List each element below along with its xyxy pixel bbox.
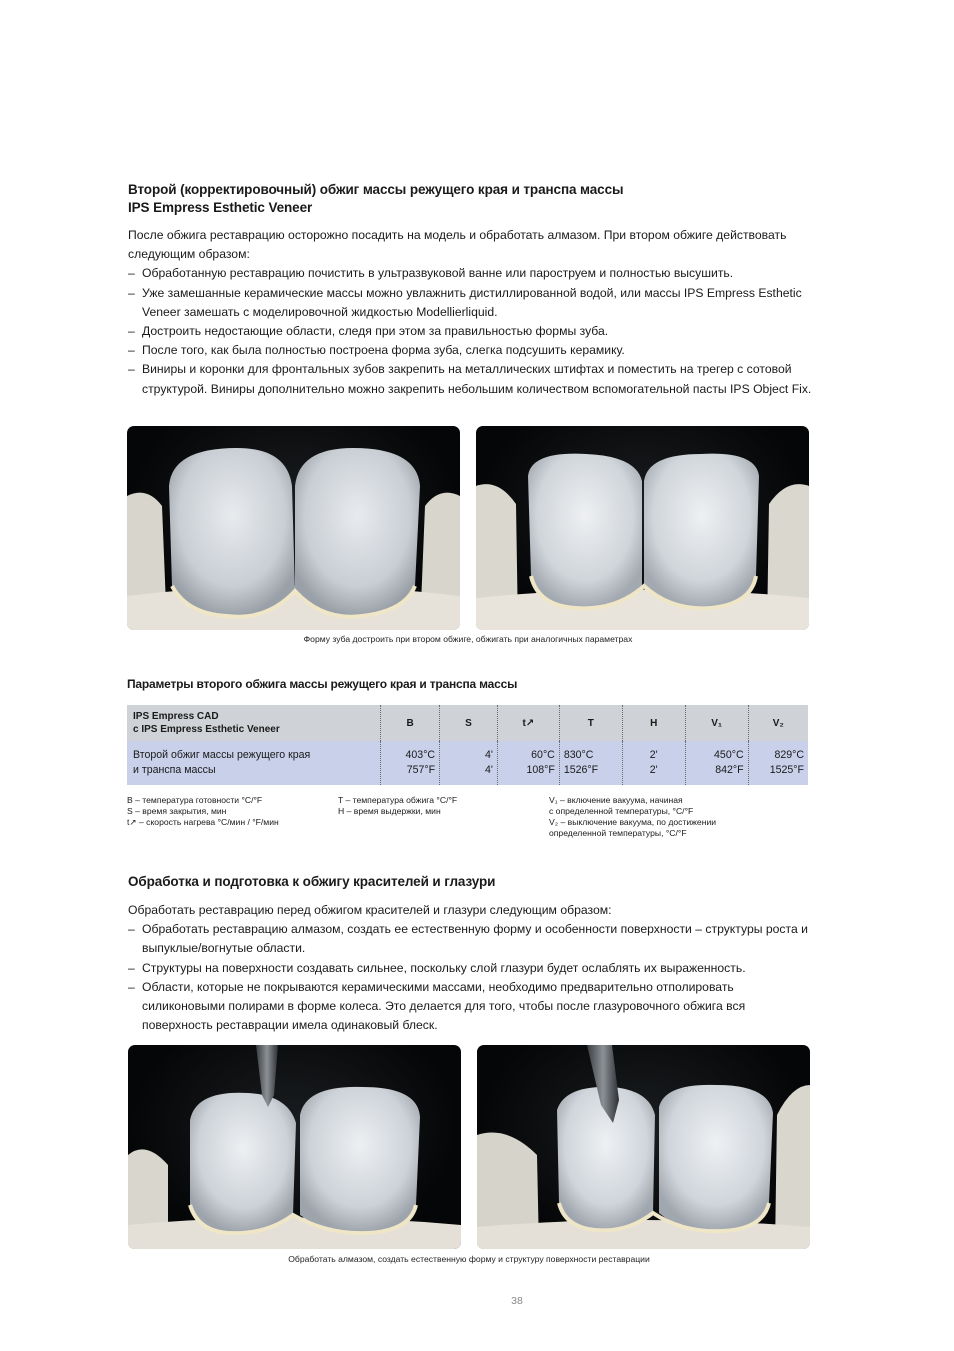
list-item: – Уже замешанные керамические массы можно увлажнить дистиллированной водой, или массы IPS Empress Esthetic Veneer замешать с моделировочной жидкостью Modellierliquid. [128, 284, 818, 322]
row-label-line1: Второй обжиг массы режущего края [133, 749, 311, 761]
table-header-cell: V₁ [685, 705, 748, 741]
header-product-line1: IPS Empress CAD [133, 711, 219, 722]
table-cell [622, 741, 685, 785]
table-header-cell: t↗ [497, 705, 559, 741]
teeth-photo-4 [477, 1045, 810, 1249]
list-item: – Обработанную реставрацию почистить в ультразвуковой ванне или пароструем и полностью высушить. [128, 264, 818, 283]
table-header-first [127, 705, 381, 741]
list-item: – После того, как была полностью построена форма зуба, слегка подсушить керамику. [128, 341, 818, 360]
value-f: 1525°F [769, 764, 804, 776]
table-cell [685, 741, 748, 785]
value-f: 4' [485, 764, 493, 776]
value-f: 842°F [715, 764, 744, 776]
list-item: – Структуры на поверхности создавать сильнее, поскольку слой глазури будет ослаблять их выраженность. [128, 959, 818, 978]
table-header-cell: B [381, 705, 440, 741]
section2-bullet-list [128, 920, 818, 1035]
photo-caption-1: Форму зуба достроить при втором обжиге, обжигать при аналогичных параметрах [303, 634, 633, 644]
legend-item: V₁ – включение вакуума, начиная [549, 795, 683, 805]
section1-text [128, 226, 818, 399]
teeth-photo-3 [128, 1045, 461, 1249]
value-f: 757°F [406, 764, 436, 776]
table-cell [440, 741, 498, 785]
legend-col-3 [549, 795, 789, 839]
section1-title-line2: IPS Empress Esthetic Veneer [128, 200, 313, 215]
table-header-row [127, 705, 808, 741]
value-f: 1526°F [563, 764, 599, 776]
table-cell [497, 741, 559, 785]
table-cell [381, 741, 440, 785]
legend-item: H – время выдержки, мин [338, 806, 441, 816]
legend-item: V₂ – выключение вакуума, по достижении [549, 817, 717, 827]
legend-item: определенной температуры, °C/°F [549, 828, 687, 838]
header-product-line2: с IPS Empress Esthetic Veneer [133, 724, 280, 735]
params-title: Параметры второго обжига массы режущего края и транспа массы [127, 677, 518, 691]
value-c: 60°C [531, 749, 555, 761]
params-table [127, 705, 808, 785]
table-row [127, 741, 808, 785]
page-number: 38 [511, 1295, 523, 1307]
table-header-cell: H [622, 705, 685, 741]
section2-text [128, 901, 818, 1035]
section2-title: Обработка и подготовка к обжигу красителей и глазури [128, 874, 496, 889]
list-item: – Достроить недостающие области, следя при этом за правильностью формы зуба. [128, 322, 818, 341]
teeth-photo-2 [476, 426, 809, 630]
legend-col-1 [127, 795, 337, 828]
list-item: – Виниры и коронки для фронтальных зубов закрепить на металлических штифтах и поместить на трегер с сотовой структурой. Виниры дополнительно можно закрепить небольшим количеством вспомогательной пасты IPS Object Fix. [128, 360, 818, 398]
legend-item: с определенной температуры, °C/°F [549, 806, 694, 816]
value-c: 403°C [405, 749, 436, 761]
value-c: 450°C [714, 749, 744, 761]
legend-item: T – температура обжига °C/°F [338, 795, 458, 805]
list-item: – Области, которые не покрываются керамическими массами, необходимо предварительно отполировать силиконовыми полирами в форме колеса. Это делается для того, чтобы после глазуровочного обжига вся поверхность реставрации имела одинаковый блеск. [128, 978, 818, 1036]
table-cell [559, 741, 622, 785]
table-header-cell: S [440, 705, 498, 741]
table-row-label [127, 741, 381, 785]
legend-item: S – время закрытия, мин [127, 806, 227, 816]
row-label-line2: и транспа массы [133, 764, 216, 776]
section2-intro: Обработать реставрацию перед обжигом красителей и глазури следующим образом: [128, 903, 612, 917]
legend-item: B – температура готовности °C/°F [127, 795, 263, 805]
value-f: 2' [649, 764, 658, 776]
legend-item: t↗ – скорость нагрева °C/мин / °F/мин [127, 817, 279, 827]
table-cell [748, 741, 808, 785]
teeth-photo-1 [127, 426, 460, 630]
table-header-cell: V₂ [748, 705, 808, 741]
section1-intro: После обжига реставрацию осторожно посадить на модель и обработать алмазом. При втором обжиге действовать следующим образом: [128, 228, 787, 262]
table-header-cell: T [559, 705, 622, 741]
section1-title-line1: Второй (корректировочный) обжиг массы режущего края и транспа массы [128, 182, 624, 197]
value-c: 829°C [774, 749, 804, 761]
value-c: 830°C [563, 749, 594, 761]
photo-caption-2: Обработать алмазом, создать естественную форму и структуру поверхности реставрации [288, 1254, 650, 1264]
list-item: – Обработать реставрацию алмазом, создать ее естественную форму и особенности поверхности – структуры роста и выпуклые/вогнутые области. [128, 920, 818, 958]
legend-col-2 [338, 795, 538, 817]
section1-bullet-list [128, 264, 818, 398]
value-c: 2' [649, 749, 658, 761]
value-f: 108°F [526, 764, 555, 776]
value-c: 4' [485, 749, 493, 761]
